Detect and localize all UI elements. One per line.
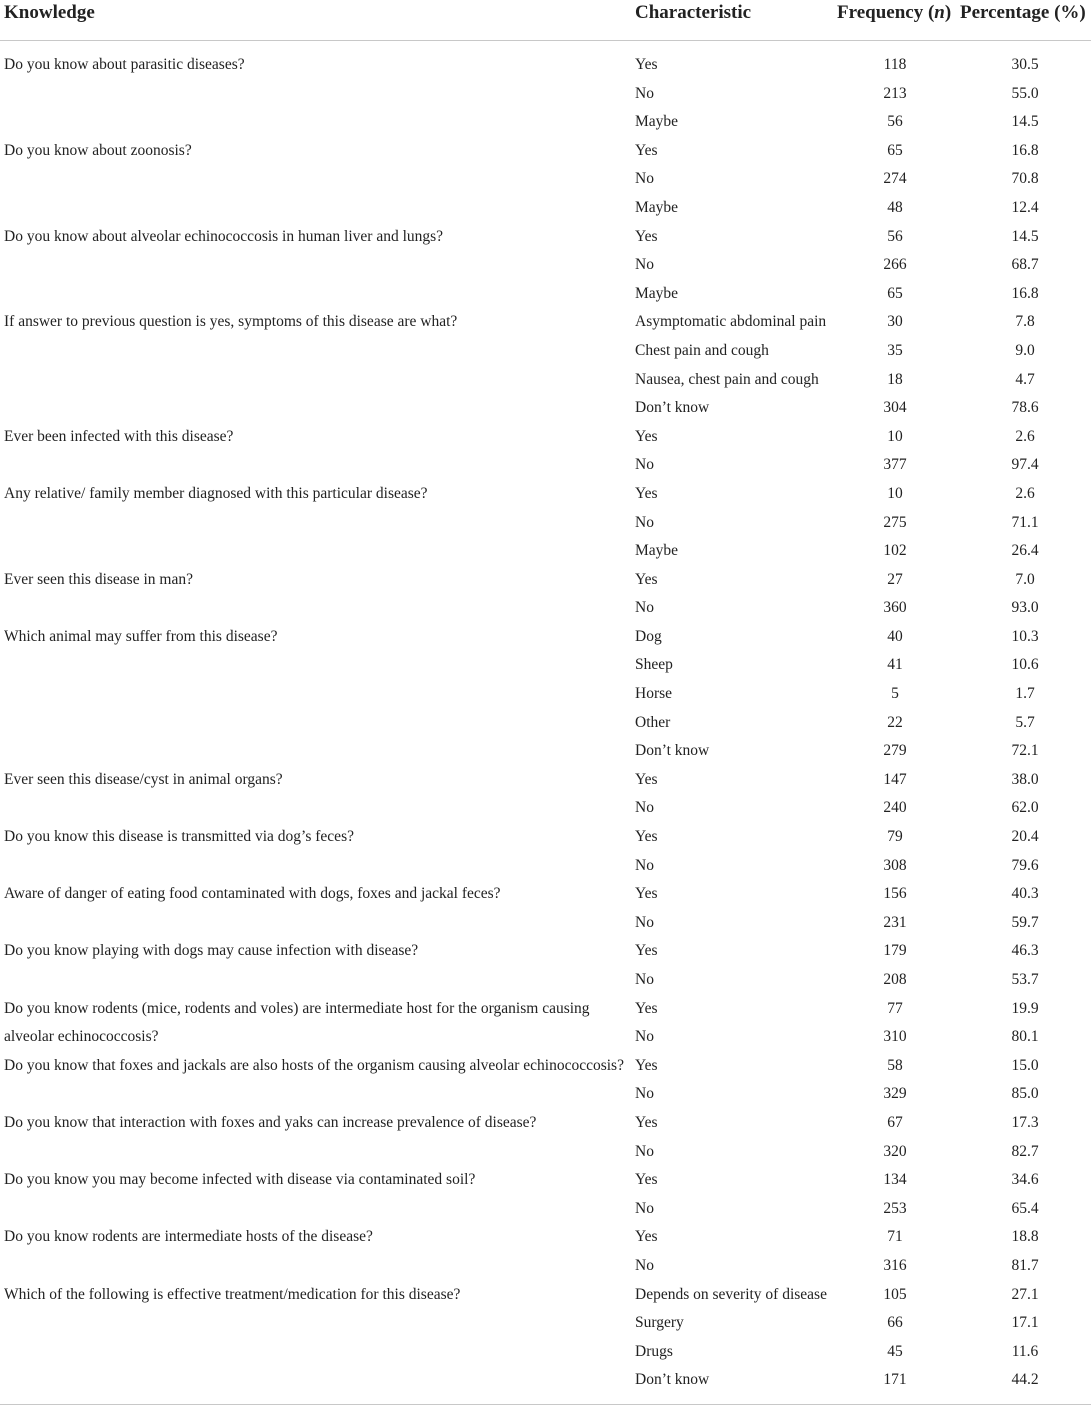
characteristic-cell: Other bbox=[635, 713, 671, 731]
frequency-cell: 329 bbox=[883, 1085, 907, 1103]
characteristic-cell: Don’t know bbox=[635, 399, 710, 417]
characteristic-cell: No bbox=[635, 1142, 654, 1160]
frequency-cell: 65 bbox=[887, 284, 903, 302]
percentage-cell: 62.0 bbox=[1011, 799, 1039, 817]
percentage-cell: 17.1 bbox=[1011, 1314, 1039, 1332]
characteristic-cell: Horse bbox=[635, 685, 673, 703]
characteristic-cell: No bbox=[635, 799, 654, 817]
frequency-cell: 240 bbox=[883, 799, 907, 817]
frequency-cell: 105 bbox=[883, 1285, 907, 1303]
table-row bbox=[0, 1166, 1091, 1195]
frequency-cell: 10 bbox=[887, 484, 903, 502]
question-cell: Do you know rodents (mice, rodents and voles) are intermediate host for the organism causing bbox=[4, 999, 590, 1017]
question-cell: Do you know you may become infected with disease via contaminated soil? bbox=[4, 1171, 476, 1189]
frequency-cell: 310 bbox=[883, 1028, 907, 1046]
table-row bbox=[0, 651, 1091, 680]
frequency-cell: 77 bbox=[887, 999, 903, 1017]
characteristic-cell: Yes bbox=[635, 227, 658, 245]
percentage-cell: 26.4 bbox=[1011, 542, 1039, 560]
characteristic-cell: Yes bbox=[635, 770, 658, 788]
header-frequency-suffix: ) bbox=[944, 2, 952, 23]
characteristic-cell: Asymptomatic abdominal pain bbox=[635, 313, 827, 331]
question-cell: Ever been infected with this disease? bbox=[4, 427, 234, 445]
frequency-cell: 30 bbox=[887, 313, 903, 331]
percentage-cell: 44.2 bbox=[1011, 1371, 1039, 1389]
characteristic-cell: Sheep bbox=[635, 656, 673, 674]
frequency-cell: 18 bbox=[887, 370, 903, 388]
question-cell: Which of the following is effective treatment/medication for this disease? bbox=[4, 1285, 461, 1303]
header-frequency-prefix: Frequency ( bbox=[837, 2, 935, 23]
frequency-cell: 279 bbox=[883, 742, 907, 760]
characteristic-cell: No bbox=[635, 513, 654, 531]
percentage-cell: 7.0 bbox=[1015, 570, 1035, 588]
header-frequency bbox=[837, 2, 951, 24]
frequency-cell: 320 bbox=[883, 1142, 907, 1160]
table-row bbox=[0, 108, 1091, 137]
table-row bbox=[0, 509, 1091, 538]
frequency-cell: 266 bbox=[883, 256, 907, 274]
percentage-cell: 4.7 bbox=[1015, 370, 1035, 388]
table-row bbox=[0, 1281, 1091, 1310]
question-cell: Ever seen this disease/cyst in animal organs? bbox=[4, 770, 283, 788]
frequency-cell: 147 bbox=[883, 770, 907, 788]
frequency-cell: 56 bbox=[887, 227, 903, 245]
table-row bbox=[0, 680, 1091, 709]
percentage-cell: 19.9 bbox=[1011, 999, 1039, 1017]
frequency-cell: 377 bbox=[883, 456, 907, 474]
table-row bbox=[0, 966, 1091, 995]
percentage-cell: 46.3 bbox=[1011, 942, 1039, 960]
characteristic-cell: Yes bbox=[635, 141, 658, 159]
characteristic-cell: Dog bbox=[635, 627, 662, 645]
frequency-cell: 27 bbox=[887, 570, 903, 588]
frequency-cell: 10 bbox=[887, 427, 903, 445]
table-row bbox=[0, 251, 1091, 280]
table-row bbox=[0, 1366, 1091, 1395]
frequency-cell: 35 bbox=[887, 341, 903, 359]
characteristic-cell: Chest pain and cough bbox=[635, 341, 769, 359]
question-cell: Which animal may suffer from this disease? bbox=[4, 627, 278, 645]
question-cell: Do you know about alveolar echinococcosis in human liver and lungs? bbox=[4, 227, 444, 245]
characteristic-cell: Depends on severity of disease bbox=[635, 1285, 827, 1303]
frequency-cell: 171 bbox=[883, 1371, 907, 1389]
frequency-cell: 208 bbox=[883, 971, 907, 988]
characteristic-cell: Yes bbox=[635, 1113, 658, 1131]
percentage-cell: 55.0 bbox=[1011, 84, 1039, 102]
characteristic-cell: Yes bbox=[635, 1171, 658, 1189]
question-cell: Do you know this disease is transmitted via dog’s feces? bbox=[4, 828, 354, 846]
frequency-cell: 58 bbox=[887, 1056, 903, 1074]
frequency-cell: 156 bbox=[883, 885, 907, 903]
table-row bbox=[0, 1223, 1091, 1252]
percentage-cell: 11.6 bbox=[1011, 1342, 1039, 1360]
table-row bbox=[0, 80, 1091, 109]
percentage-cell: 59.7 bbox=[1011, 913, 1039, 931]
percentage-cell: 2.6 bbox=[1015, 427, 1035, 445]
percentage-cell: 71.1 bbox=[1011, 513, 1039, 531]
question-cell: Do you know rodents are intermediate hosts of the disease? bbox=[4, 1228, 373, 1246]
question-cell: Do you know playing with dogs may cause infection with disease? bbox=[4, 942, 419, 960]
frequency-cell: 71 bbox=[887, 1228, 903, 1246]
characteristic-cell: Yes bbox=[635, 885, 658, 903]
frequency-cell: 304 bbox=[883, 399, 907, 417]
characteristic-cell: No bbox=[635, 856, 654, 874]
percentage-cell: 68.7 bbox=[1011, 256, 1039, 274]
table-row bbox=[0, 594, 1091, 623]
frequency-cell: 56 bbox=[887, 113, 903, 131]
frequency-cell: 45 bbox=[887, 1342, 903, 1360]
table-row bbox=[0, 1109, 1091, 1138]
percentage-cell: 81.7 bbox=[1011, 1256, 1039, 1274]
table-row bbox=[0, 165, 1091, 194]
table-row bbox=[0, 995, 1091, 1024]
table-row bbox=[0, 1052, 1091, 1081]
table-bottom-rule bbox=[0, 1404, 1091, 1405]
table-row bbox=[0, 623, 1091, 652]
header-knowledge: Knowledge bbox=[4, 2, 95, 23]
table-row bbox=[0, 909, 1091, 938]
table-row bbox=[0, 480, 1091, 509]
table-row bbox=[0, 337, 1091, 366]
frequency-cell: 179 bbox=[883, 942, 907, 960]
characteristic-cell: Nausea, chest pain and cough bbox=[635, 370, 819, 388]
characteristic-cell: No bbox=[635, 84, 654, 102]
table-row bbox=[0, 709, 1091, 738]
percentage-cell: 1.7 bbox=[1015, 685, 1035, 703]
characteristic-cell: Yes bbox=[635, 942, 658, 960]
question-cell: Aware of danger of eating food contaminated with dogs, foxes and jackal feces? bbox=[4, 885, 501, 903]
percentage-cell: 38.0 bbox=[1011, 770, 1039, 788]
characteristic-cell: Yes bbox=[635, 56, 658, 73]
frequency-cell: 213 bbox=[883, 84, 907, 102]
percentage-cell: 15.0 bbox=[1011, 1056, 1039, 1074]
characteristic-cell: Yes bbox=[635, 1056, 658, 1074]
percentage-cell: 9.0 bbox=[1015, 341, 1035, 359]
characteristic-cell: Yes bbox=[635, 427, 658, 445]
frequency-cell: 253 bbox=[883, 1199, 907, 1217]
characteristic-cell: No bbox=[635, 1256, 654, 1274]
percentage-cell: 30.5 bbox=[1011, 56, 1039, 73]
table-row bbox=[0, 366, 1091, 395]
question-cell: Ever seen this disease in man? bbox=[4, 570, 193, 588]
frequency-cell: 41 bbox=[887, 656, 903, 674]
characteristic-cell: Maybe bbox=[635, 284, 679, 302]
table-row bbox=[0, 937, 1091, 966]
percentage-cell: 40.3 bbox=[1011, 885, 1039, 903]
question-cell: Do you know about zoonosis? bbox=[4, 141, 192, 159]
frequency-cell: 65 bbox=[887, 141, 903, 159]
percentage-cell: 72.1 bbox=[1011, 742, 1039, 760]
percentage-cell: 34.6 bbox=[1011, 1171, 1039, 1189]
table-row bbox=[0, 537, 1091, 566]
characteristic-cell: Don’t know bbox=[635, 742, 710, 760]
table-row bbox=[0, 1080, 1091, 1109]
percentage-cell: 79.6 bbox=[1011, 856, 1039, 874]
characteristic-cell: No bbox=[635, 456, 654, 474]
table-row bbox=[0, 394, 1091, 423]
question-cell: Do you know about parasitic diseases? bbox=[4, 56, 245, 73]
frequency-cell: 67 bbox=[887, 1113, 903, 1131]
frequency-cell: 79 bbox=[887, 828, 903, 846]
frequency-cell: 102 bbox=[883, 542, 907, 560]
percentage-cell: 20.4 bbox=[1011, 828, 1039, 846]
table-header bbox=[0, 0, 1091, 41]
characteristic-cell: Yes bbox=[635, 570, 658, 588]
characteristic-cell: Surgery bbox=[635, 1314, 684, 1332]
percentage-cell: 2.6 bbox=[1015, 484, 1035, 502]
percentage-cell: 12.4 bbox=[1011, 198, 1039, 216]
frequency-cell: 360 bbox=[883, 599, 907, 617]
percentage-cell: 5.7 bbox=[1015, 713, 1035, 731]
characteristic-cell: No bbox=[635, 256, 654, 274]
characteristic-cell: No bbox=[635, 170, 654, 188]
table-row bbox=[0, 1338, 1091, 1367]
characteristic-cell: Yes bbox=[635, 999, 658, 1017]
table-row bbox=[0, 566, 1091, 595]
frequency-cell: 316 bbox=[883, 1256, 907, 1274]
characteristic-cell: No bbox=[635, 599, 654, 617]
characteristic-cell: No bbox=[635, 1085, 654, 1103]
characteristic-cell: No bbox=[635, 1028, 654, 1046]
characteristic-cell: No bbox=[635, 1199, 654, 1217]
frequency-cell: 5 bbox=[891, 685, 899, 703]
table-row bbox=[0, 51, 1091, 80]
header-characteristic: Characteristic bbox=[635, 2, 752, 23]
table-row bbox=[0, 1309, 1091, 1338]
table-row bbox=[0, 794, 1091, 823]
frequency-cell: 40 bbox=[887, 627, 903, 645]
percentage-cell: 14.5 bbox=[1011, 227, 1039, 245]
table-row bbox=[0, 194, 1091, 223]
question-cell: alveolar echinococcosis? bbox=[4, 1028, 159, 1046]
frequency-cell: 274 bbox=[883, 170, 907, 188]
table-row bbox=[0, 1023, 1091, 1052]
percentage-cell: 78.6 bbox=[1011, 399, 1039, 417]
percentage-cell: 97.4 bbox=[1011, 456, 1039, 474]
table-row bbox=[0, 423, 1091, 452]
frequency-cell: 231 bbox=[883, 913, 907, 931]
characteristic-cell: Maybe bbox=[635, 542, 679, 560]
characteristic-cell: Drugs bbox=[635, 1342, 673, 1360]
percentage-cell: 85.0 bbox=[1011, 1085, 1039, 1103]
percentage-cell: 70.8 bbox=[1011, 170, 1039, 188]
frequency-cell: 48 bbox=[887, 198, 903, 216]
table-row bbox=[0, 823, 1091, 852]
percentage-cell: 27.1 bbox=[1011, 1285, 1039, 1303]
question-cell: Any relative/ family member diagnosed with this particular disease? bbox=[4, 484, 428, 502]
characteristic-cell: Yes bbox=[635, 484, 658, 502]
frequency-cell: 275 bbox=[883, 513, 907, 531]
percentage-cell: 16.8 bbox=[1011, 141, 1039, 159]
percentage-cell: 80.1 bbox=[1011, 1028, 1039, 1046]
percentage-cell: 14.5 bbox=[1011, 113, 1039, 131]
table-body bbox=[0, 41, 1091, 1395]
question-cell: Do you know that interaction with foxes and yaks can increase prevalence of disease? bbox=[4, 1113, 537, 1131]
frequency-cell: 118 bbox=[883, 56, 907, 73]
header-frequency-n: n bbox=[934, 2, 945, 23]
characteristic-cell: Maybe bbox=[635, 198, 679, 216]
characteristic-cell: No bbox=[635, 971, 654, 988]
table-row bbox=[0, 737, 1091, 766]
table-row bbox=[0, 1138, 1091, 1167]
table-row bbox=[0, 280, 1091, 309]
table-row bbox=[0, 451, 1091, 480]
table-row bbox=[0, 137, 1091, 166]
percentage-cell: 10.3 bbox=[1011, 627, 1039, 645]
percentage-cell: 82.7 bbox=[1011, 1142, 1039, 1160]
percentage-cell: 93.0 bbox=[1011, 599, 1039, 617]
characteristic-cell: Maybe bbox=[635, 113, 679, 131]
frequency-cell: 22 bbox=[887, 713, 903, 731]
question-cell: Do you know that foxes and jackals are also hosts of the organism causing alveolar echinococcosis? bbox=[4, 1056, 624, 1074]
percentage-cell: 10.6 bbox=[1011, 656, 1039, 674]
table-row bbox=[0, 1252, 1091, 1281]
characteristic-cell: Yes bbox=[635, 1228, 658, 1246]
table-row bbox=[0, 852, 1091, 881]
characteristic-cell: Don’t know bbox=[635, 1371, 710, 1389]
percentage-cell: 18.8 bbox=[1011, 1228, 1039, 1246]
frequency-cell: 66 bbox=[887, 1314, 903, 1332]
percentage-cell: 53.7 bbox=[1011, 971, 1039, 988]
table-row bbox=[0, 766, 1091, 795]
frequency-cell: 134 bbox=[883, 1171, 907, 1189]
question-cell: If answer to previous question is yes, symptoms of this disease are what? bbox=[4, 313, 458, 331]
percentage-cell: 65.4 bbox=[1011, 1199, 1039, 1217]
characteristic-cell: No bbox=[635, 913, 654, 931]
table-row bbox=[0, 308, 1091, 337]
frequency-cell: 308 bbox=[883, 856, 907, 874]
percentage-cell: 7.8 bbox=[1015, 313, 1035, 331]
percentage-cell: 17.3 bbox=[1011, 1113, 1039, 1131]
table-row bbox=[0, 1195, 1091, 1224]
header-percentage: Percentage (%) bbox=[960, 2, 1086, 23]
percentage-cell: 16.8 bbox=[1011, 284, 1039, 302]
table-row bbox=[0, 223, 1091, 252]
table-row bbox=[0, 880, 1091, 909]
characteristic-cell: Yes bbox=[635, 828, 658, 846]
